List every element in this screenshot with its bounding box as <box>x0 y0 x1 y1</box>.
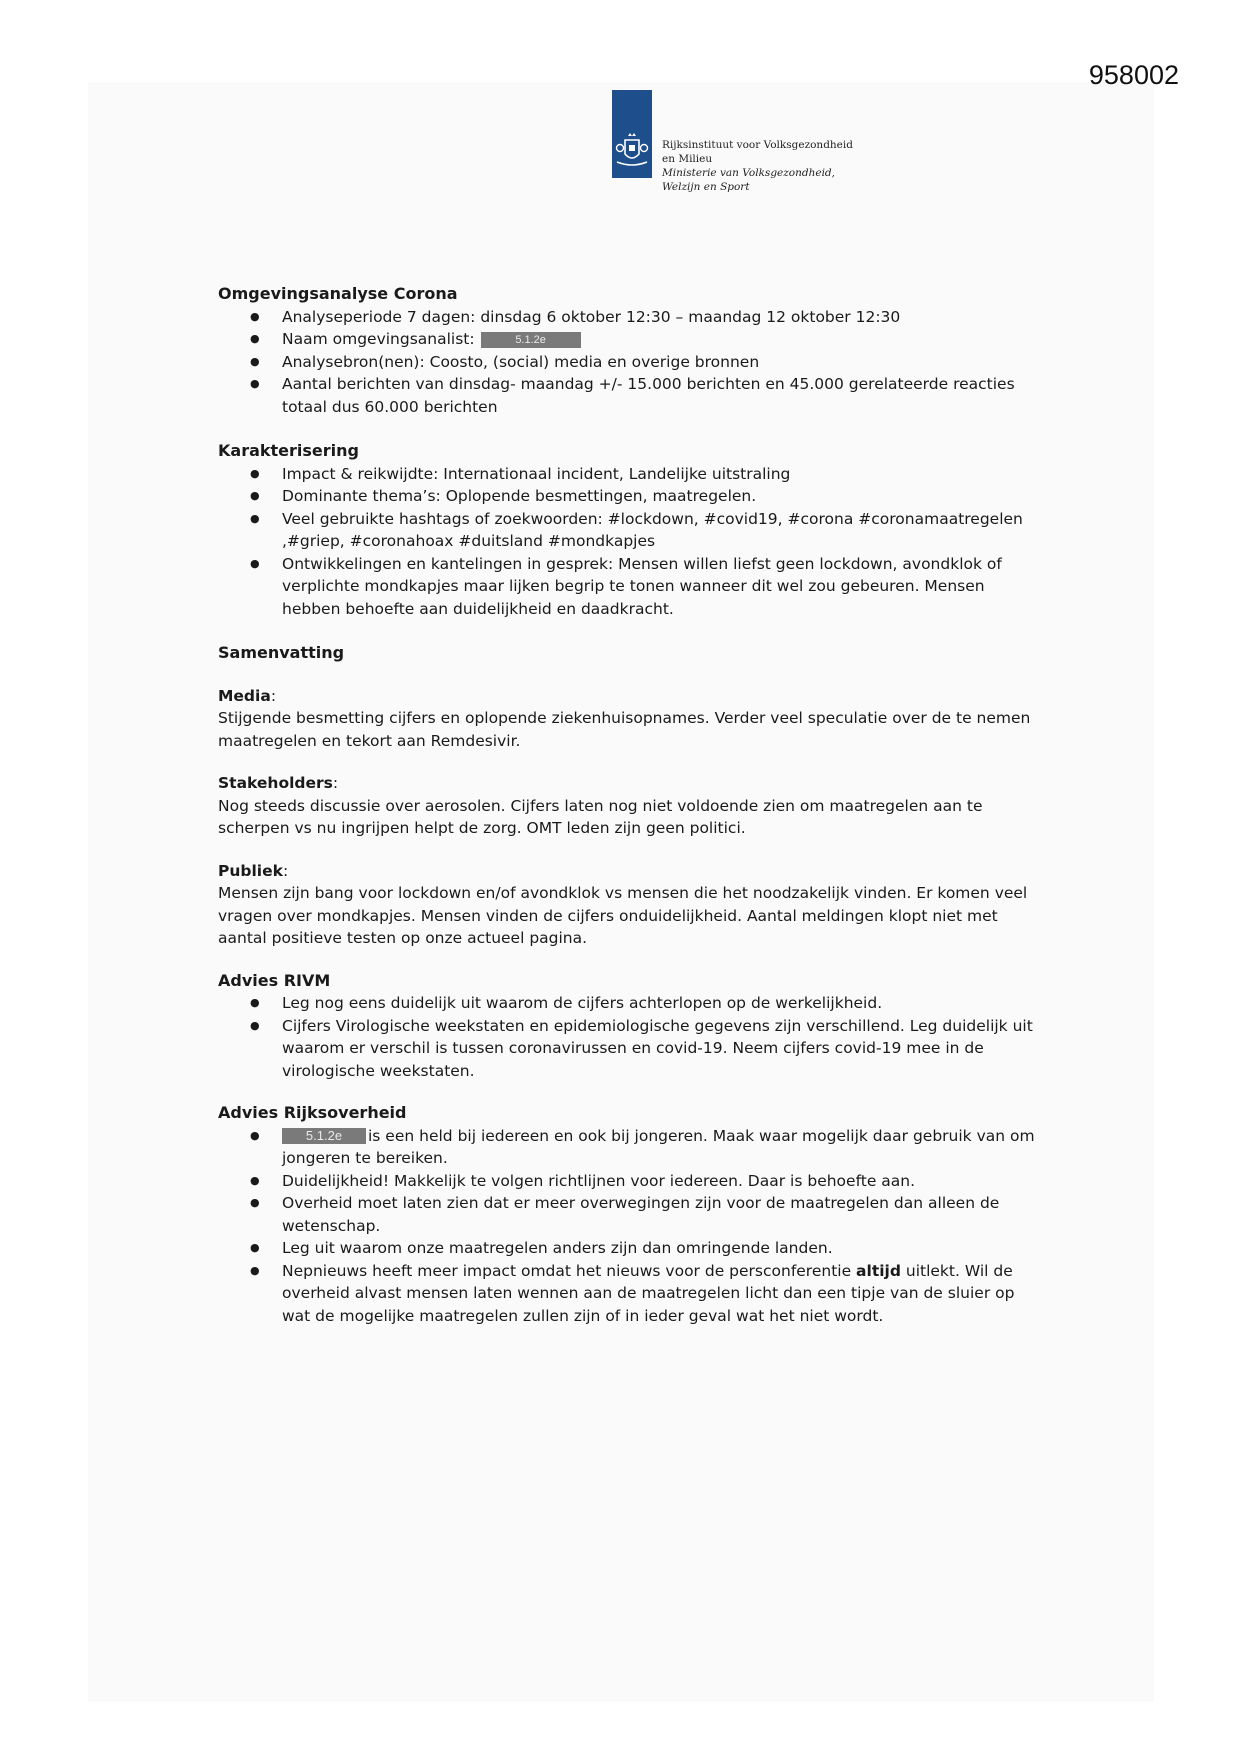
section-heading-advies-rijksoverheid: Advies Rijksoverheid <box>218 1103 407 1122</box>
logo-ministry-line2: Welzijn en Sport <box>662 181 750 193</box>
publiek-heading-line <box>218 860 1038 883</box>
stakeholders-text: Nog steeds discussie over aerosolen. Cijfers laten nog niet voldoende zien om maatregelen aan te scherpen vs nu ingrijpen helpt de zorg. OMT leden zijn geen politici. <box>218 796 983 837</box>
colon: : <box>332 774 339 792</box>
list-item <box>218 328 1038 351</box>
document-number: 958002 <box>1088 60 1179 90</box>
section-heading-advies-rivm: Advies RIVM <box>218 970 331 990</box>
publiek-heading: Publiek <box>218 861 283 880</box>
list-item: ● Ontwikkelingen en kantelingen in gesprek: Mensen willen liefst geen lockdown, avondklok of verplichte mondkapjes maar lijken begrip te tonen wanneer dit wel zou gebeuren. Mensen hebben behoefte aan duidelijkheid en daadkracht. <box>218 553 1038 621</box>
advies-rivm-list <box>218 992 1038 1082</box>
list-item: ● Cijfers Virologische weekstaten en epidemiologische gegevens zijn verschillend. Leg duidelijk uit waarom er verschil is tussen coronavirussen en covid-19. Neem cijfers covid-19 mee in de virologische weekstaten. <box>218 1015 1038 1083</box>
logo-org-line2: en Milieu <box>662 153 713 165</box>
stakeholders-heading-line <box>218 772 1038 795</box>
rivm-logo <box>612 90 872 210</box>
list-item: ● Dominante thema’s: Oplopende besmettingen, maatregelen. <box>218 485 1038 508</box>
item-text-before: Nepnieuws heeft meer impact omdat het nieuws voor de persconferentie <box>282 1261 857 1280</box>
list-item <box>218 1125 1038 1170</box>
list-item: ● Analysebron(nen): Coosto, (social) media en overige bronnen <box>218 351 1038 374</box>
logo-ministry-line1: Ministerie van Volksgezondheid, <box>662 167 835 179</box>
list-item: ● Aantal berichten van dinsdag- maandag +/- 15.000 berichten en 45.000 gerelateerde reacties totaal dus 60.000 berichten <box>218 373 1038 418</box>
analyst-label: Naam omgevingsanalist: <box>282 330 475 348</box>
section-heading-samenvatting: Samenvatting <box>218 643 345 662</box>
page-title: Omgevingsanalyse Corona <box>218 284 458 303</box>
karakterisering-list <box>218 463 1038 621</box>
list-item: ● Duidelijkheid! Makkelijk te volgen richtlijnen voor iedereen. Daar is behoefte aan. <box>218 1170 1038 1193</box>
publiek-text: Mensen zijn bang voor lockdown en/of avondklok vs mensen die het noodzakelijk vinden. Er komen veel vragen over mondkapjes. Mensen vinden de cijfers onduidelijkheid. Aantal meldingen klopt niet met aantal positieve testen op onze actueel pagina. <box>218 884 1028 947</box>
advies-rijksoverheid-list <box>218 1125 1038 1328</box>
list-item: ● Veel gebruikte hashtags of zoekwoorden: #lockdown, #covid19, #corona #coronamaatregelen ,#griep, #coronahoax #duitsland #mondkapjes <box>218 508 1038 553</box>
list-item: ● Impact & reikwijdte: Internationaal incident, Landelijke uitstraling <box>218 463 1038 486</box>
list-item: ● Overheid moet laten zien dat er meer overwegingen zijn voor de maatregelen dan alleen de wetenschap. <box>218 1192 1038 1237</box>
document-body <box>218 283 1038 1327</box>
dutch-coat-of-arms-icon <box>615 132 649 168</box>
emphasis-altijd: altijd <box>856 1261 901 1280</box>
stakeholders-heading: Stakeholders <box>218 774 333 792</box>
redaction-block: 5.1.2e <box>282 1128 366 1144</box>
item-text-after: uitlekt. Wil de overheid alvast mensen laten wennen aan de maatregelen licht dan een tipje van de sluier op wat de mogelijke maatregelen zullen zijn of in ieder geval wat het niet wordt. <box>282 1261 1015 1325</box>
logo-bar <box>612 90 652 178</box>
intro-list <box>218 306 1038 419</box>
colon: : <box>270 686 277 705</box>
list-item <box>218 1260 1038 1328</box>
media-text: Stijgende besmetting cijfers en oplopende ziekenhuisopnames. Verder veel speculatie over de te nemen maatregelen en tekort aan Remdesivir. <box>218 709 1031 750</box>
item-text: is een held bij iedereen en ook bij jongeren. Maak waar mogelijk daar gebruik van om jongeren te bereiken. <box>282 1126 1035 1167</box>
list-item: ● Leg uit waarom onze maatregelen anders zijn dan omringende landen. <box>218 1237 1038 1260</box>
list-item: ● Leg nog eens duidelijk uit waarom de cijfers achterlopen op de werkelijkheid. <box>218 992 1038 1015</box>
section-heading-karakterisering: Karakterisering <box>218 441 359 460</box>
media-heading-line <box>218 685 1038 708</box>
list-item: ● Analyseperiode 7 dagen: dinsdag 6 oktober 12:30 – maandag 12 oktober 12:30 <box>218 306 1038 329</box>
colon: : <box>282 861 289 880</box>
logo-org-line1: Rijksinstituut voor Volksgezondheid <box>662 139 853 151</box>
logo-text <box>662 138 882 194</box>
media-heading: Media <box>218 686 271 705</box>
redaction-block: 5.1.2e <box>481 332 581 348</box>
